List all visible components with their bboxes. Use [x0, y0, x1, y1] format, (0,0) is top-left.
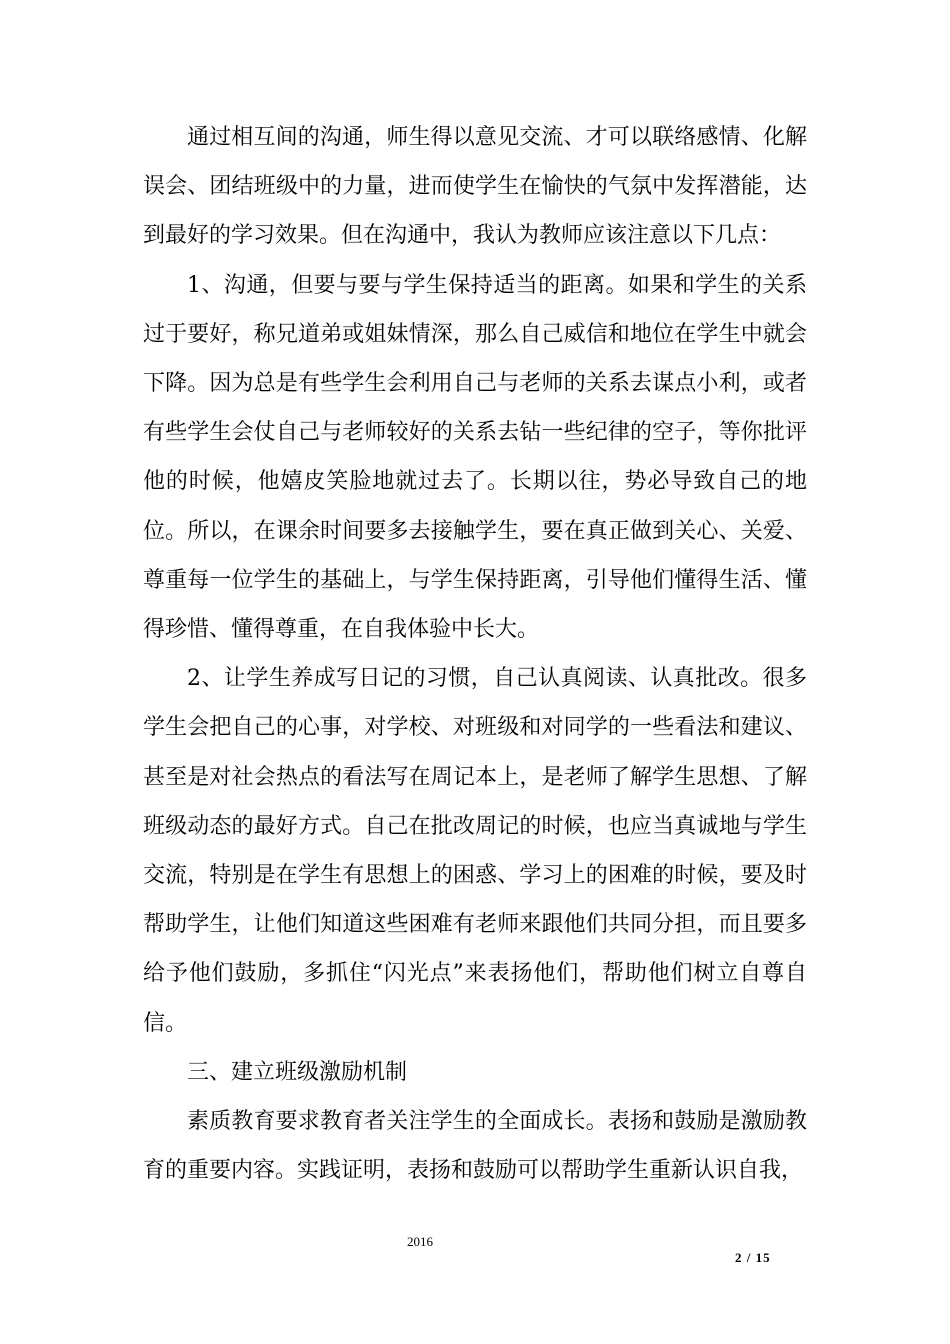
page-number: 2 / 15	[735, 1250, 771, 1265]
paragraph-communication-intro: 通过相互间的沟通，师生得以意见交流、才可以联络感情、化解误会、团结班级中的力量，进而使学生在愉快的气氛中发挥潜能，达到最好的学习效果。但在沟通中，我认为教师应该注意以下几点：	[143, 125, 807, 249]
paragraph-point-2: 2、让学生养成写日记的习惯，自己认真阅读、认真批改。很多学生会把自己的心事，对学校、对班级和对同学的一些看法和建议、甚至是对社会热点的看法写在周记本上，是老师了解学生思想、了解班级动态的最好方式。自己在批改周记的时候，也应当真诚地与学生交流，特别是在学生有思想上的困惑、学习上的困难的时候，要及时帮助学生，让他们知道这些困难有老师来跟他们共同分担，而且要多给予他们鼓励，多抓住“闪光点”来表扬他们，帮助他们树立自尊自信。	[143, 666, 807, 1036]
footer-year: 2016	[407, 1234, 433, 1249]
document-body	[143, 113, 807, 1195]
paragraph-section-intro: 素质教育要求教育者关注学生的全面成长。表扬和鼓励是激励教育的重要内容。实践证明，表扬和鼓励可以帮助学生重新认识自我，	[143, 1109, 807, 1184]
section-heading: 三、建立班级激励机制	[187, 1059, 408, 1085]
paragraph-point-1: 1、沟通，但要与要与学生保持适当的距离。如果和学生的关系过于要好，称兄道弟或姐妹情深，那么自己威信和地位在学生中就会下降。因为总是有些学生会利用自己与老师的关系去谋点小利，或者有些学生会仗自己与老师较好的关系去钻一些纪律的空子，等你批评他的时候，他嬉皮笑脸地就过去了。长期以往，势必导致自己的地位。所以，在课余时间要多去接触学生，要在真正做到关心、关爱、尊重每一位学生的基础上，与学生保持距离，引导他们懂得生活、懂得珍惜、懂得尊重，在自我体验中长大。	[143, 272, 807, 643]
